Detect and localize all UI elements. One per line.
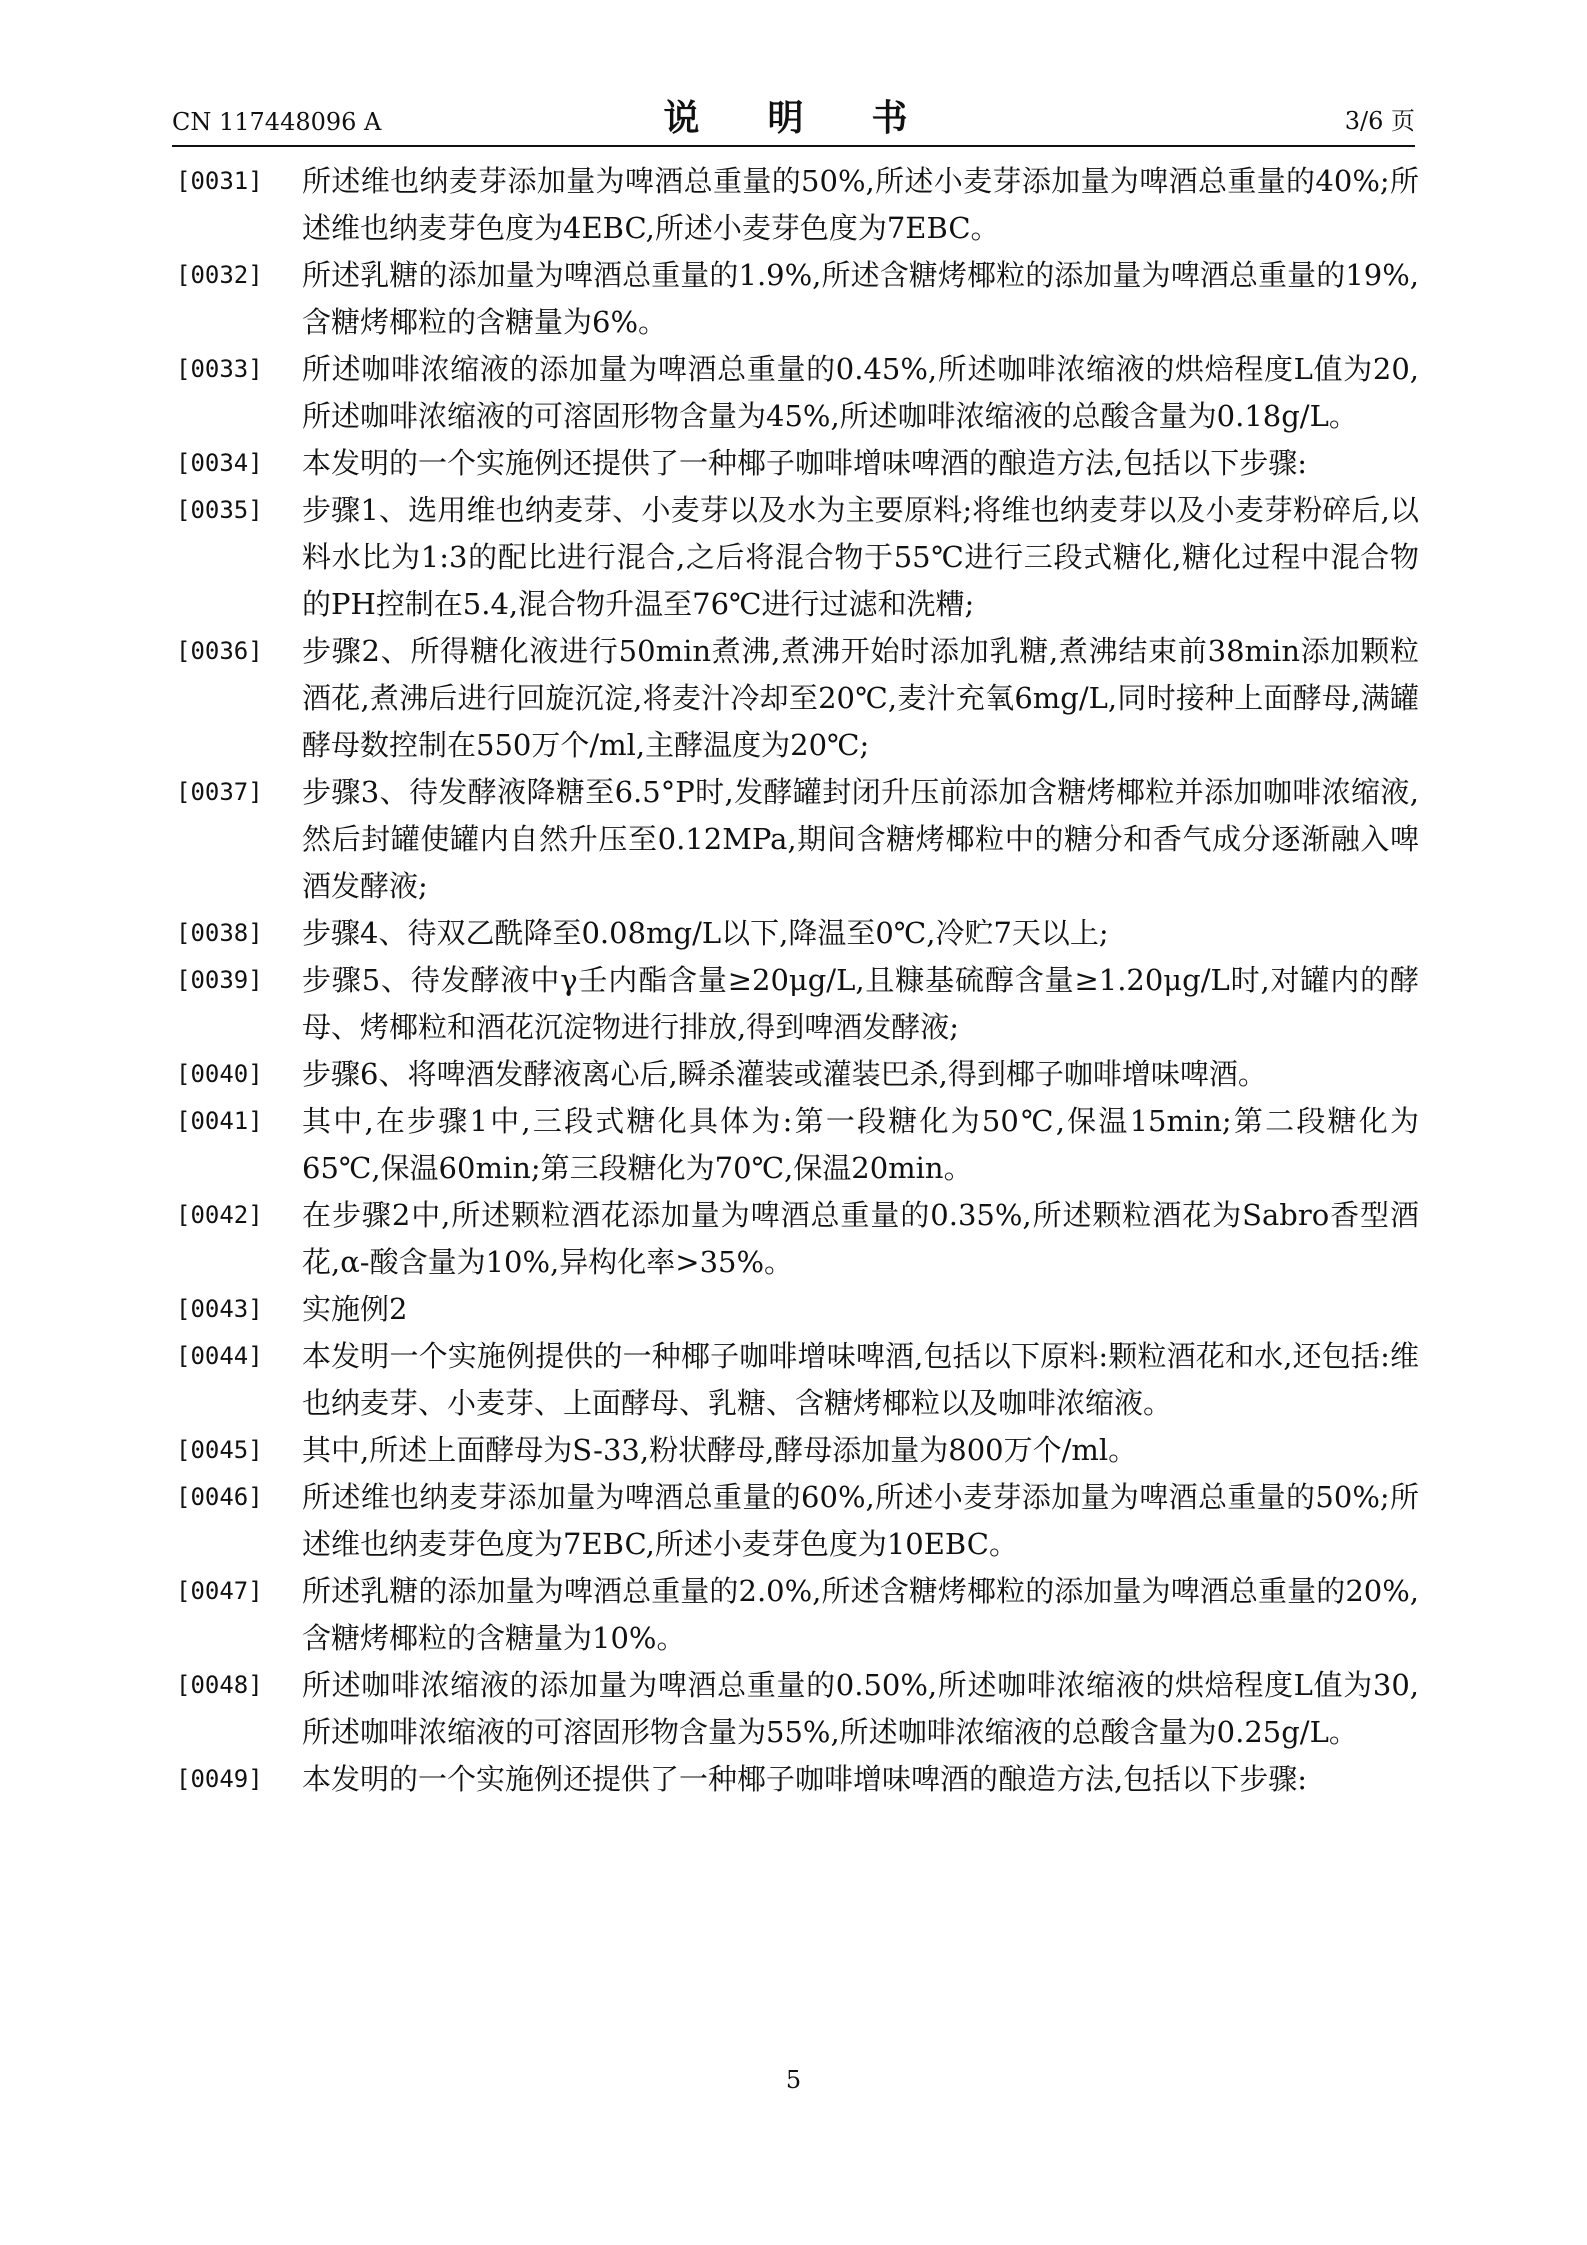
- paragraph-text: 步骤5、待发酵液中γ壬内酯含量≥20μg/L,且糠基硫醇含量≥1.20μg/L时,对罐内的酵母、烤椰粒和酒花沉淀物进行排放,得到啤酒发酵液;: [302, 963, 1419, 1044]
- paragraph-number: [0048]: [176, 1671, 263, 1699]
- paragraph-text: 步骤6、将啤酒发酵液离心后,瞬杀灌装或灌装巴杀,得到椰子咖啡增味啤酒。: [302, 1057, 1267, 1091]
- paragraph-text: 所述咖啡浓缩液的添加量为啤酒总重量的0.50%,所述咖啡浓缩液的烘焙程度L值为30,所述咖啡浓缩液的可溶固形物含量为55%,所述咖啡浓缩液的总酸含量为0.25g/L。: [302, 1668, 1419, 1749]
- document-title: 说 明 书: [663, 98, 924, 139]
- paragraph-text: 所述维也纳麦芽添加量为啤酒总重量的50%,所述小麦芽添加量为啤酒总重量的40%;所述维也纳麦芽色度为4EBC,所述小麦芽色度为7EBC。: [302, 164, 1419, 245]
- paragraph-number: [0049]: [176, 1765, 263, 1793]
- paragraph-number: [0046]: [176, 1483, 263, 1511]
- paragraph-text: 所述乳糖的添加量为啤酒总重量的1.9%,所述含糖烤椰粒的添加量为啤酒总重量的19%,含糖烤椰粒的含糖量为6%。: [302, 258, 1419, 339]
- paragraph-number: [0039]: [176, 966, 263, 994]
- page-header: [172, 92, 1415, 142]
- paragraph-number: [0036]: [176, 637, 263, 665]
- paragraph-text: 步骤4、待双乙酰降至0.08mg/L以下,降温至0℃,冷贮7天以上;: [302, 916, 1109, 950]
- paragraph: [176, 769, 1419, 910]
- paragraph-text: 本发明的一个实施例还提供了一种椰子咖啡增味啤酒的酿造方法,包括以下步骤:: [302, 1762, 1307, 1796]
- paragraph-text: 在步骤2中,所述颗粒酒花添加量为啤酒总重量的0.35%,所述颗粒酒花为Sabro香型酒花,α-酸含量为10%,异构化率>35%。: [302, 1198, 1419, 1279]
- paragraph: [176, 252, 1419, 346]
- page-number: 5: [785, 2066, 802, 2094]
- paragraph-number: [0047]: [176, 1577, 263, 1605]
- paragraph-text: 其中,所述上面酵母为S-33,粉状酵母,酵母添加量为800万个/ml。: [302, 1433, 1138, 1467]
- paragraph-number: [0042]: [176, 1201, 263, 1229]
- paragraph-text: 所述维也纳麦芽添加量为啤酒总重量的60%,所述小麦芽添加量为啤酒总重量的50%;所述维也纳麦芽色度为7EBC,所述小麦芽色度为10EBC。: [302, 1480, 1419, 1561]
- paragraph-text: 步骤1、选用维也纳麦芽、小麦芽以及水为主要原料;将维也纳麦芽以及小麦芽粉碎后,以料水比为1:3的配比进行混合,之后将混合物于55℃进行三段式糖化,糖化过程中混合物的PH控制在5.4,混合物升温至76℃进行过滤和洗糟;: [302, 493, 1419, 621]
- paragraph: [176, 1568, 1419, 1662]
- paragraph: [176, 957, 1419, 1051]
- publication-number: CN 117448096 A: [172, 108, 382, 136]
- paragraph: [176, 628, 1419, 769]
- paragraph: [176, 1427, 1419, 1474]
- paragraph-text: 步骤2、所得糖化液进行50min煮沸,煮沸开始时添加乳糖,煮沸结束前38min添加颗粒酒花,煮沸后进行回旋沉淀,将麦汁冷却至20℃,麦汁充氧6mg/L,同时接种上面酵母,满罐酵母数控制在550万个/ml,主酵温度为20℃;: [302, 634, 1419, 762]
- page-indicator: 3/6 页: [1344, 107, 1415, 135]
- paragraph-number: [0035]: [176, 496, 263, 524]
- paragraph-number: [0040]: [176, 1060, 263, 1088]
- paragraph: [176, 440, 1419, 487]
- paragraph-number: [0044]: [176, 1342, 263, 1370]
- paragraph-text: 步骤3、待发酵液降糖至6.5°P时,发酵罐封闭升压前添加含糖烤椰粒并添加咖啡浓缩液,然后封罐使罐内自然升压至0.12MPa,期间含糖烤椰粒中的糖分和香气成分逐渐融入啤酒发酵液;: [302, 775, 1419, 903]
- paragraph-number: [0041]: [176, 1107, 263, 1135]
- paragraph-number: [0045]: [176, 1436, 263, 1464]
- paragraph: [176, 910, 1419, 957]
- header-divider: [172, 145, 1415, 147]
- paragraph: [176, 1098, 1419, 1192]
- paragraph: [176, 1662, 1419, 1756]
- paragraph: [176, 1051, 1419, 1098]
- paragraph-number: [0033]: [176, 355, 263, 383]
- paragraph: [176, 346, 1419, 440]
- paragraph-number: [0031]: [176, 167, 263, 195]
- paragraph: [176, 1192, 1419, 1286]
- paragraph-text: 所述咖啡浓缩液的添加量为啤酒总重量的0.45%,所述咖啡浓缩液的烘焙程度L值为20,所述咖啡浓缩液的可溶固形物含量为45%,所述咖啡浓缩液的总酸含量为0.18g/L。: [302, 352, 1419, 433]
- paragraph-number: [0043]: [176, 1295, 263, 1323]
- paragraph: [176, 1474, 1419, 1568]
- paragraph: [176, 1333, 1419, 1427]
- paragraph: [176, 1756, 1419, 1803]
- paragraph-number: [0034]: [176, 449, 263, 477]
- paragraph-number: [0038]: [176, 919, 263, 947]
- paragraph: [176, 487, 1419, 628]
- paragraph-text: 本发明的一个实施例还提供了一种椰子咖啡增味啤酒的酿造方法,包括以下步骤:: [302, 446, 1307, 480]
- paragraph-text: 实施例2: [302, 1292, 408, 1326]
- document-body: [176, 158, 1419, 1803]
- paragraph-text: 所述乳糖的添加量为啤酒总重量的2.0%,所述含糖烤椰粒的添加量为啤酒总重量的20%,含糖烤椰粒的含糖量为10%。: [302, 1574, 1419, 1655]
- paragraph: [176, 158, 1419, 252]
- paragraph-number: [0037]: [176, 778, 263, 806]
- paragraph-text: 其中,在步骤1中,三段式糖化具体为:第一段糖化为50℃,保温15min;第二段糖化为65℃,保温60min;第三段糖化为70℃,保温20min。: [302, 1104, 1419, 1185]
- paragraph: [176, 1286, 1419, 1333]
- paragraph-text: 本发明一个实施例提供的一种椰子咖啡增味啤酒,包括以下原料:颗粒酒花和水,还包括:维也纳麦芽、小麦芽、上面酵母、乳糖、含糖烤椰粒以及咖啡浓缩液。: [302, 1339, 1419, 1420]
- paragraph-number: [0032]: [176, 261, 263, 289]
